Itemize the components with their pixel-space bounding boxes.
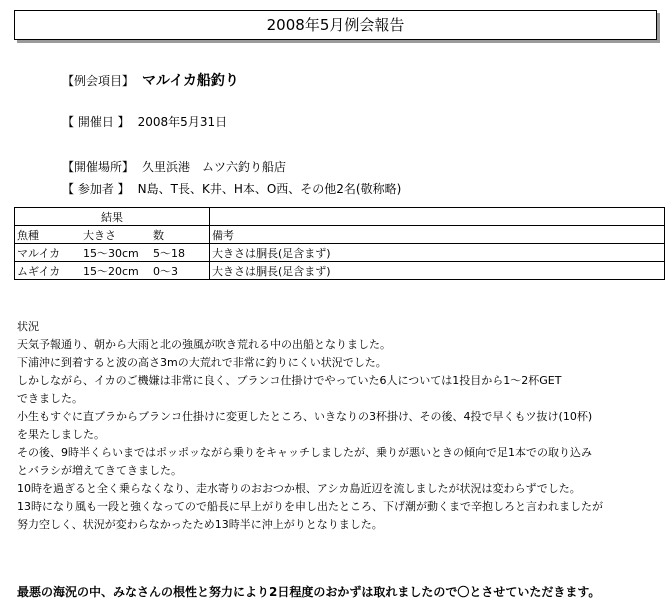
table-header-row bbox=[15, 208, 665, 226]
table-column-row bbox=[15, 226, 665, 244]
info-place-label: 【開催場所】 bbox=[62, 160, 135, 174]
col-count: 数 bbox=[153, 228, 164, 242]
closing-statement: 最悪の海況の中、みなさんの根性と努力により2日程度のおかずは取れましたので〇とさせていただきます。 bbox=[17, 585, 601, 599]
col-size: 大きさ bbox=[83, 228, 116, 242]
row-count: 0～3 bbox=[153, 264, 178, 278]
body-line: 下浦沖に到着すると波の高さ3mの大荒れで非常に釣りにくい状況でした。 bbox=[17, 356, 387, 369]
body-line: とバラシが増えてきてきました。 bbox=[17, 464, 182, 477]
situation-heading: 状況 bbox=[17, 320, 39, 333]
info-date-value: 2008年5月31日 bbox=[137, 115, 228, 129]
info-members-row bbox=[62, 180, 401, 197]
row-size: 15～30cm bbox=[83, 246, 139, 260]
table-row bbox=[15, 244, 665, 262]
body-line: 天気予報通り、朝から大雨と北の強風が吹き荒れる中の出船となりました。 bbox=[17, 338, 391, 351]
row-species: ムギイカ bbox=[17, 264, 61, 278]
body-line: 小生もすぐに直ブラからブランコ仕掛けに変更したところ、いきなりの3杯掛け、その後、4投で早くもツ抜け(10杯) bbox=[17, 410, 593, 423]
results-header: 結果 bbox=[15, 208, 210, 226]
info-date-row bbox=[62, 113, 227, 130]
info-place-value: 久里浜港 ムツ六釣り船店 bbox=[142, 160, 287, 174]
info-item-row bbox=[62, 70, 239, 90]
body-line: 13時になり風も一段と強くなってので船長に早上がりを申し出たところ、下げ潮が動くまで辛抱しろと言われましたが bbox=[17, 500, 603, 513]
results-table bbox=[14, 207, 665, 280]
row-count: 5～18 bbox=[153, 246, 185, 260]
row-size: 15～20cm bbox=[83, 264, 139, 278]
body-line: その後、9時半くらいまではポッポッながら乗りをキャッチしましたが、乗りが悪いときの傾向で足1本での取り込み bbox=[17, 446, 592, 459]
table-row bbox=[15, 262, 665, 280]
body-line: しかしながら、イカのご機嫌は非常に良く、ブランコ仕掛けでやっていた6人については1投目から1～2杯GET bbox=[17, 374, 562, 387]
info-members-value: N島、T長、K井、H本、O西、その他2名(敬称略) bbox=[137, 182, 402, 196]
body-line: を果たしました。 bbox=[17, 428, 105, 441]
info-members-label: 【 参加者 】 bbox=[62, 182, 130, 196]
row-species: マルイカ bbox=[17, 246, 61, 260]
report-title: 2008年5月例会報告 bbox=[14, 10, 657, 40]
body-line: できました。 bbox=[17, 392, 83, 405]
info-place-row bbox=[62, 158, 286, 175]
situation-body bbox=[17, 318, 603, 534]
info-item-value: マルイカ船釣り bbox=[142, 73, 239, 89]
col-species: 魚種 bbox=[17, 228, 39, 242]
body-line: 10時を過ぎると全く乗らなくなり、走水寄りのおおつか根、アシカ島近辺を流しましたが状況は変わらずでした。 bbox=[17, 482, 581, 495]
row-note: 大きさは胴長(足含まず) bbox=[210, 262, 665, 280]
info-date-label: 【 開催日 】 bbox=[62, 115, 130, 129]
row-note: 大きさは胴長(足含まず) bbox=[210, 244, 665, 262]
info-item-label: 【例会項目】 bbox=[62, 74, 135, 88]
body-line: 努力空しく、状況が変わらなかったため13時半に沖上がりとなりました。 bbox=[17, 518, 383, 531]
col-note: 備考 bbox=[210, 226, 665, 244]
